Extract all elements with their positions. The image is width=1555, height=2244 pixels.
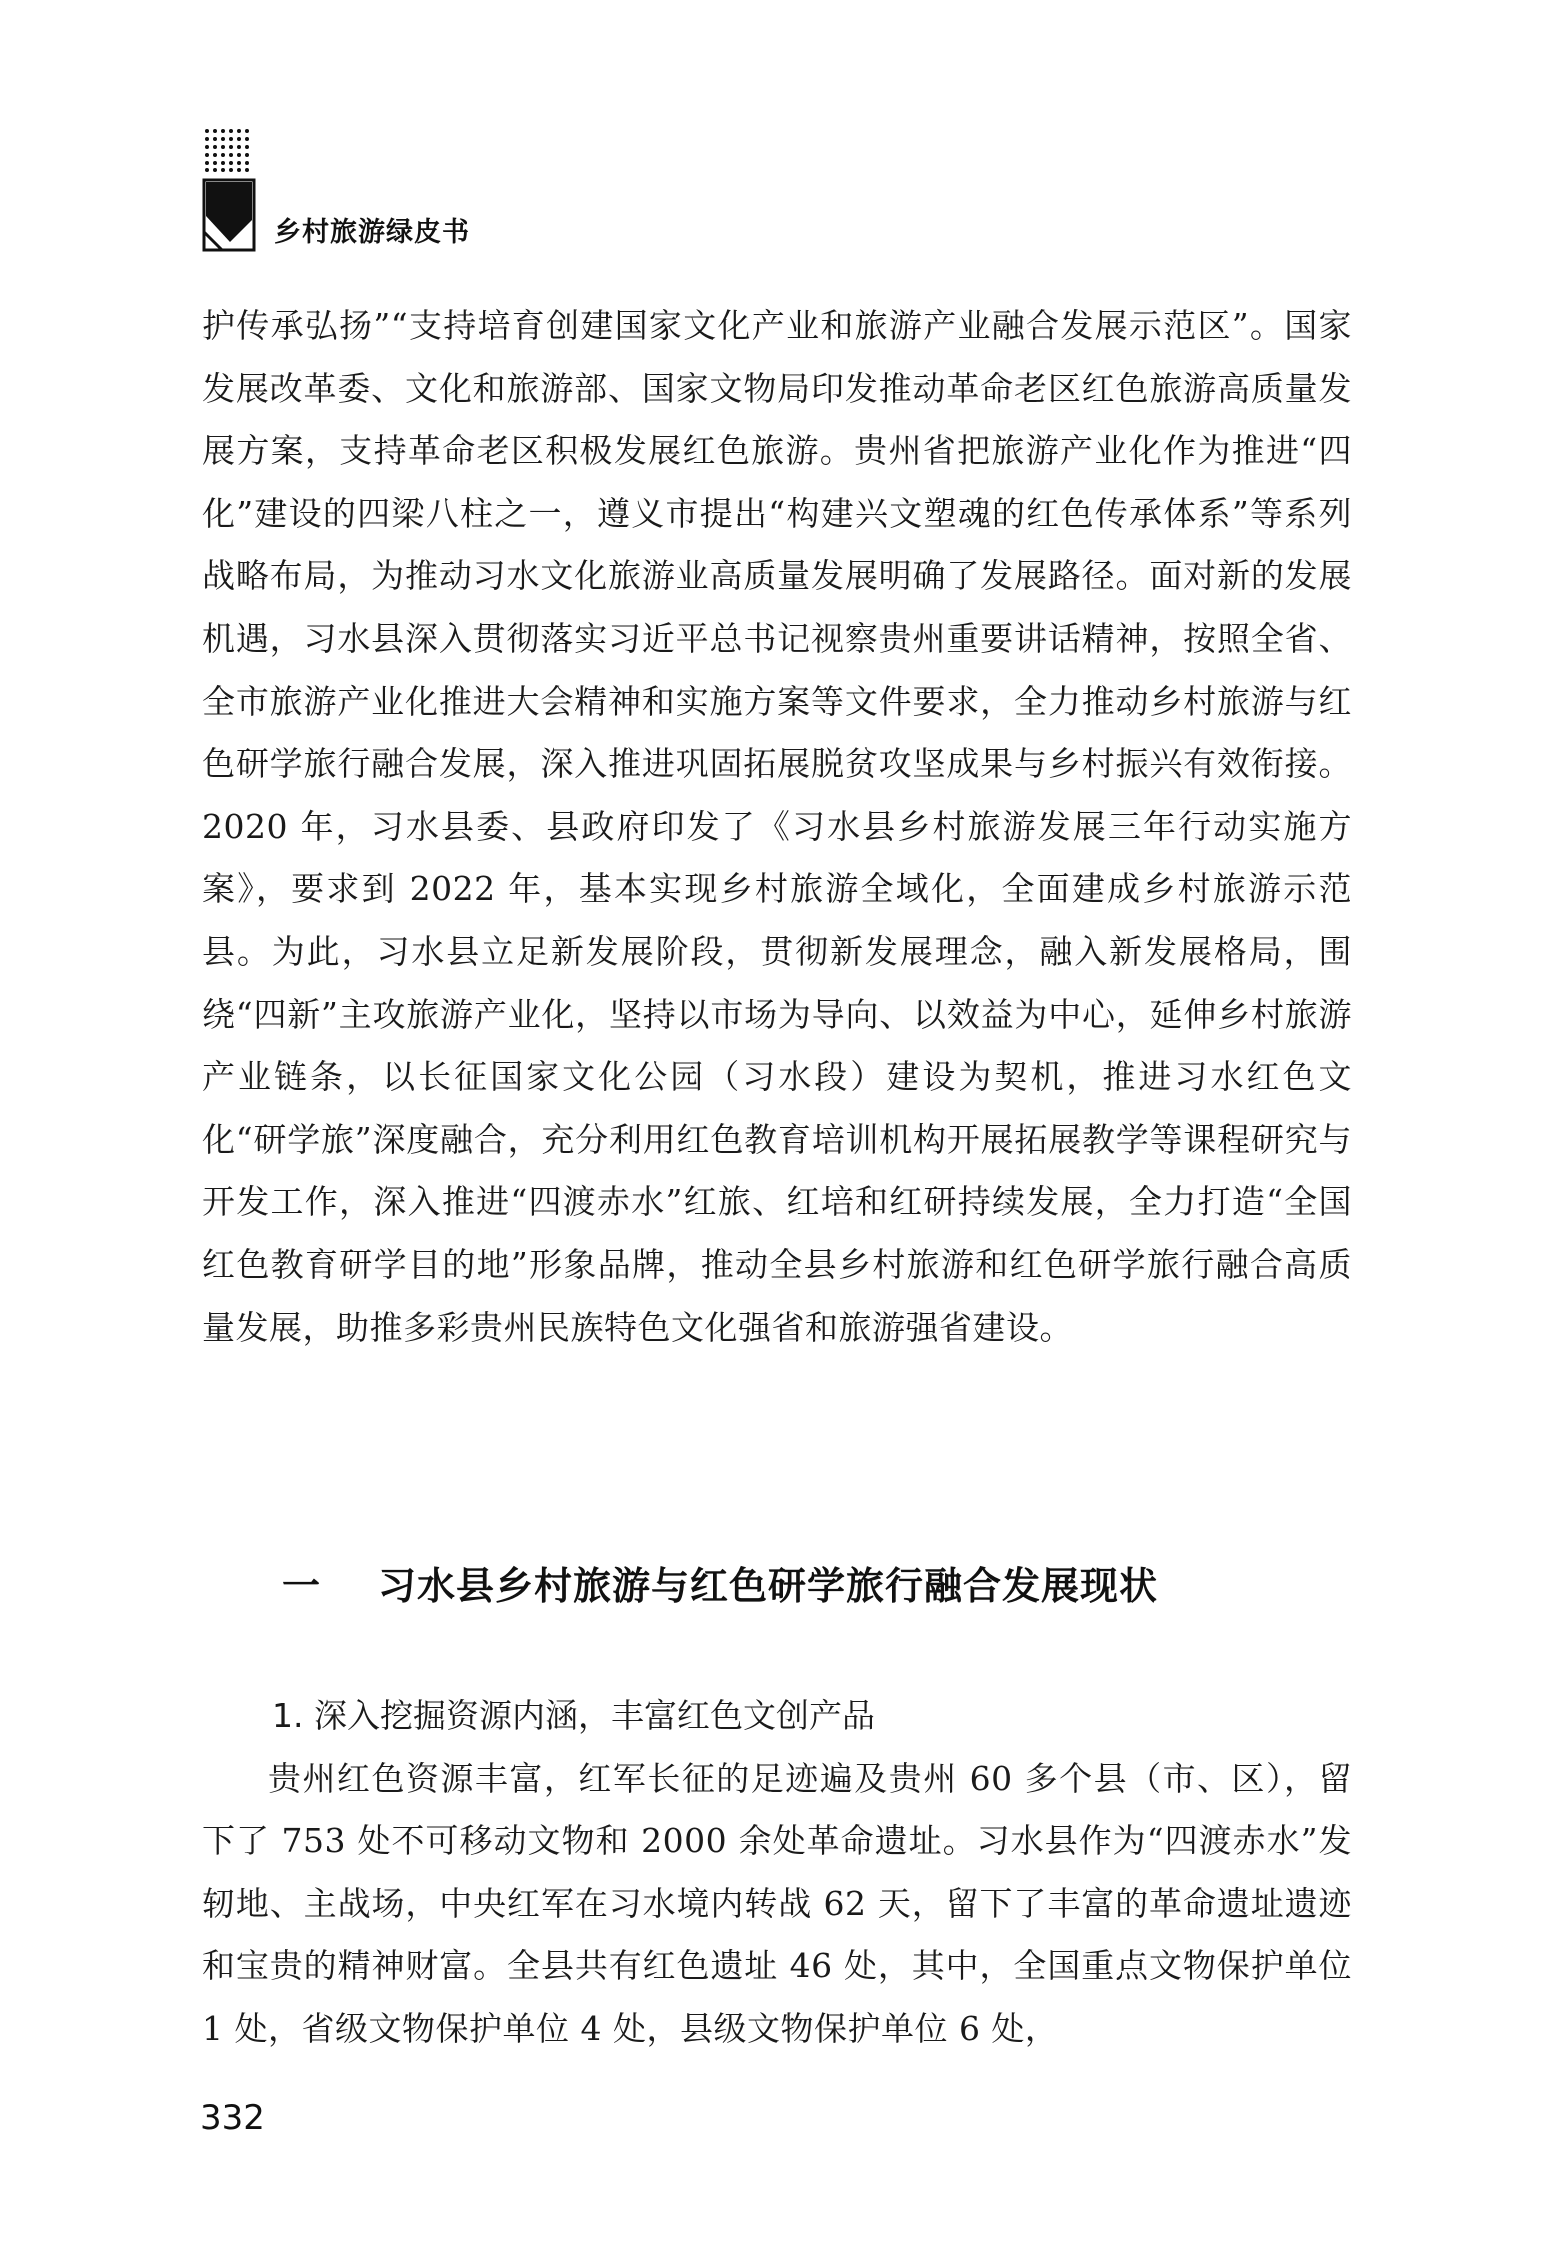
body-text-bottom [202,1685,1352,2061]
body-text-top [202,295,1352,1359]
section-title-text: 习水县乡村旅游与红色研学旅行融合发展现状 [378,1564,1159,1608]
running-header [200,128,800,258]
body-paragraph: 护传承弘扬”“支持培育创建国家文化产业和旅游产业融合发展示范区”。国家发展改革委、文化和旅游部、国家文物局印发推动革命老区红色旅游高质量发展方案，支持革命老区积极发展红色旅游。贵州省把旅游产业化作为推进“四化”建设的四梁八柱之一，遵义市提出“构建兴文塑魂的红色传承体系”等系列战略布局，为推动习水文化旅游业高质量发展明确了发展路径。面对新的发展机遇，习水县深入贯彻落实习近平总书记视察贵州重要讲话精神，按照全省、全市旅游产业化推进大会精神和实施方案等文件要求，全力推动乡村旅游与红色研学旅行融合发展，深入推进巩固拓展脱贫攻坚成果与乡村振兴有效衔接。2020 年，习水县委、县政府印发了《习水县乡村旅游发展三年行动实施方案》，要求到 2022 年，基本实现乡村旅游全域化，全面建成乡村旅游示范县。为此，习水县立足新发展阶段，贯彻新发展理念，融入新发展格局，围绕“四新”主攻旅游产业化，坚持以市场为导向、以效益为中心，延伸乡村旅游产业链条，以长征国家文化公园（习水段）建设为契机，推进习水红色文化“研学旅”深度融合，充分利用红色教育培训机构开展拓展教学等课程研究与开发工作，深入推进“四渡赤水”红旅、红培和红研持续发展，全力打造“全国红色教育研学目的地”形象品牌，推动全县乡村旅游和红色研学旅行融合高质量发展，助推多彩贵州民族特色文化强省和旅游强省建设。 [202,306,1352,1347]
body-paragraph: 贵州红色资源丰富，红军长征的足迹遍及贵州 60 多个县（市、区），留下了 753 处不可移动文物和 2000 余处革命遗址。习水县作为“四渡赤水”发轫地、主战场，中央红军在习水境内转战 62 天，留下了丰富的革命遗址遗迹和宝贵的精神财富。全县共有红色遗址 46 处，其中，全国重点文物保护单位 1 处，省级文物保护单位 4 处，县级文物保护单位 6 处， [202,1758,1352,2048]
section-number: 一 [282,1564,322,1608]
section-heading [282,1555,1158,1610]
dot-grid-icon [204,128,250,172]
book-corner-icon [200,176,258,254]
page-number: 332 [200,2098,265,2138]
book-series-title: 乡村旅游绿皮书 [274,217,470,248]
subsection-heading: 1. 深入挖掘资源内涵，丰富红色文创产品 [272,1696,875,1735]
